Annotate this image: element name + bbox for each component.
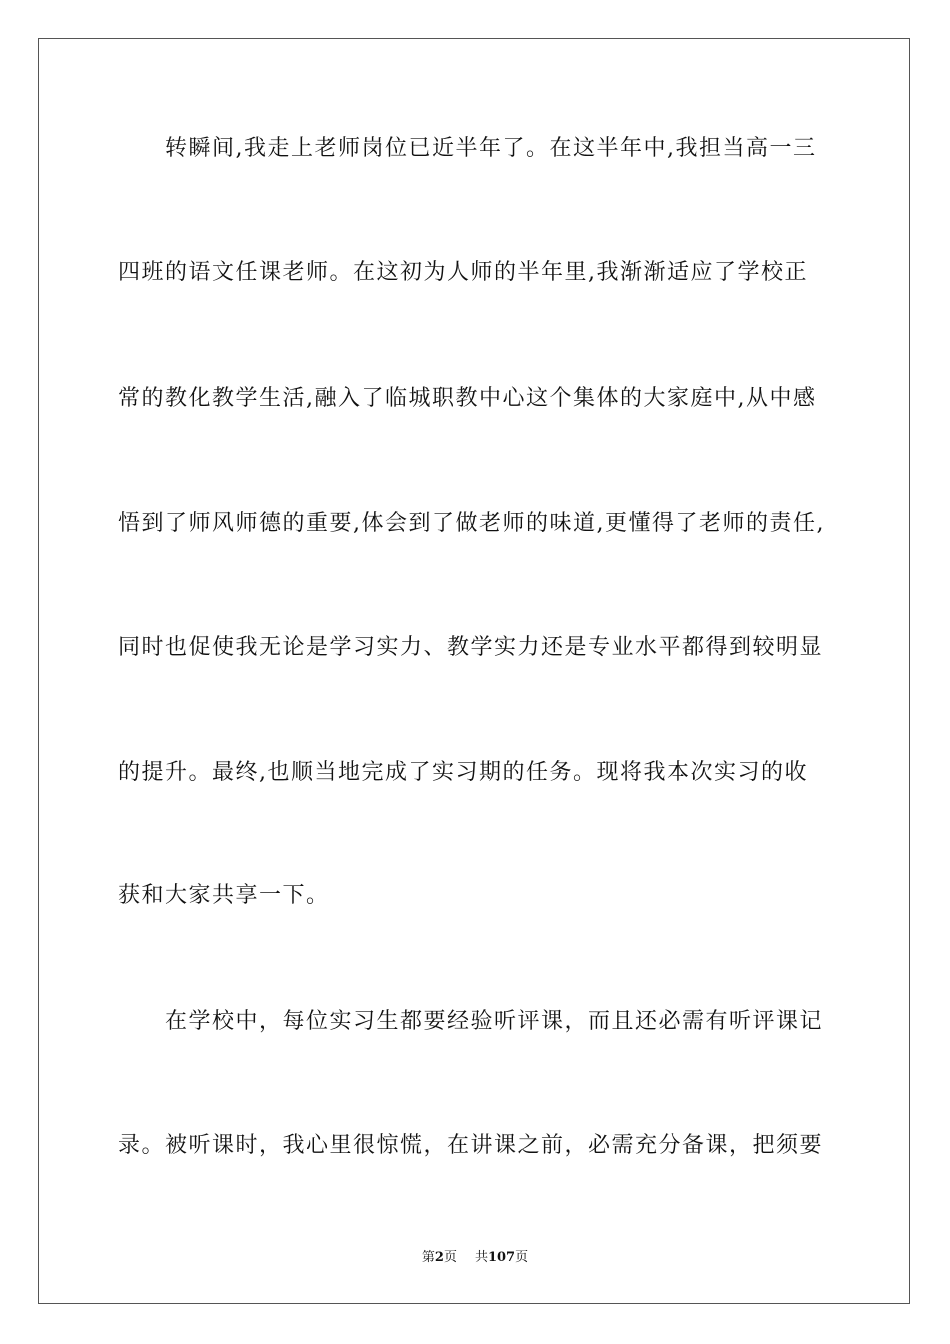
footer-page-number: 2: [434, 1250, 444, 1265]
paragraph-1-line-6: 的提升。最终,也顺当地完成了实习期的任务。现将我本次实习的收: [118, 760, 808, 785]
page-border: [38, 38, 910, 1304]
paragraph-1-line-5: 同时也促使我无论是学习实力、教学实力还是专业水平都得到较明显: [118, 635, 824, 660]
paragraph-2-line-1: 在学校中，每位实习生都要经验听评课，而且还必需有听评课记: [165, 1009, 824, 1034]
footer-page-prefix: 第: [421, 1250, 435, 1265]
paragraph-1-line-1: 转瞬间,我走上老师岗位已近半年了。在这半年中,我担当高一三: [165, 136, 817, 161]
paragraph-1-line-3: 常的教化教学生活,融入了临城职教中心这个集体的大家庭中,从中感: [118, 386, 817, 411]
footer-page-suffix: 页: [443, 1250, 457, 1265]
paragraph-1-line-2: 四班的语文任课老师。在这初为人师的半年里,我渐渐适应了学校正: [118, 260, 808, 285]
footer-total-suffix: 页: [515, 1250, 529, 1265]
footer-total-number: 107: [487, 1250, 516, 1265]
paragraph-2-line-2: 录。被听课时，我心里很惊慌，在讲课之前，必需充分备课，把须要: [118, 1133, 824, 1158]
footer-total-prefix: 共: [474, 1250, 488, 1265]
paragraph-1-line-7: 获和大家共享一下。: [118, 883, 330, 908]
page-footer: [0, 1249, 950, 1267]
paragraph-1-line-4: 悟到了师风师德的重要,体会到了做老师的味道,更懂得了老师的责任,: [118, 511, 825, 536]
